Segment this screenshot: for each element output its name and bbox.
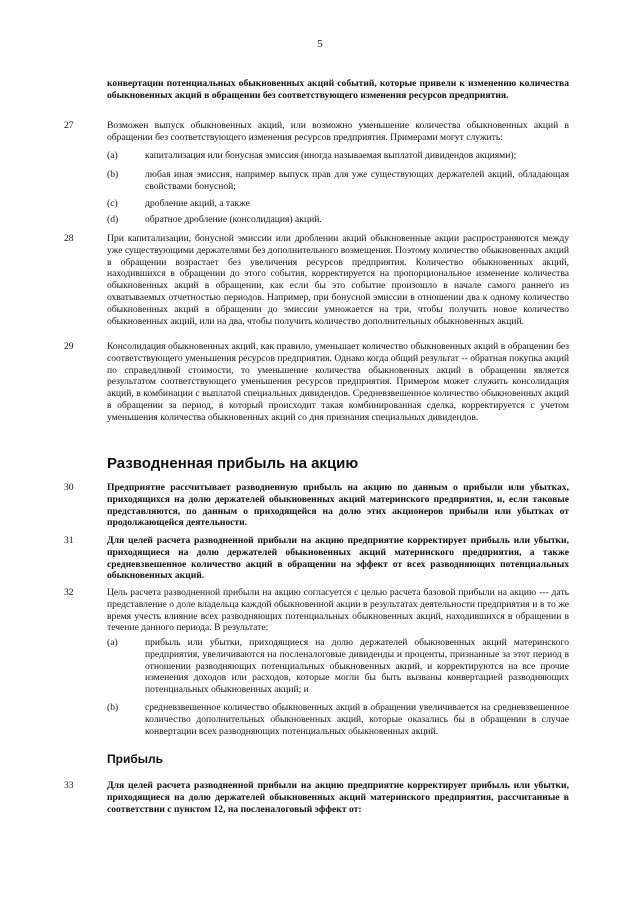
list-label-32a: (a) xyxy=(107,637,118,648)
paragraph-27: Возможен выпуск обыкновенных акций, или возможно уменьшение количества обыкновенных акций в обращении без соответствующего изменения ресурсов предприятия. Примерами могут служить: xyxy=(107,120,569,143)
intro-paragraph: конвертации потенциальных обыкновенных акций событий, которые привели к изменению количества обыкновенных акций в обращении без соответствующего изменения ресурсов предприятия. xyxy=(107,78,569,101)
section-heading-profit: Прибыль xyxy=(107,752,163,766)
page-number: 5 xyxy=(317,38,323,50)
paragraph-number-27: 27 xyxy=(64,120,74,131)
paragraph-number-29: 29 xyxy=(64,341,74,352)
list-item-32a: прибыль или убытки, приходящиеся на долю держателей обыкновенных акций материнского предприятия, увеличиваются на посленалоговые дивиденды и проценты, признанные за этот период в отношении разводняющих потенциальных обыкновенных акций, и корректируются на все прочие изменения доходов или расходов, которые могли бы быть вызваны конвертацией разводняющих потенциальных обыкновенных акций; и xyxy=(145,637,569,696)
list-item-27b: любая иная эмиссия, например выпуск прав для уже существующих держателей акций, обладающая свойствами бонусной; xyxy=(145,169,569,192)
section-heading-diluted-eps: Разводненная прибыль на акцию xyxy=(107,455,359,472)
list-item-27c: дробление акций, а также xyxy=(145,198,250,209)
list-label-27c: (c) xyxy=(107,198,118,209)
paragraph-number-28: 28 xyxy=(64,233,74,244)
paragraph-31: Для целей расчета разводненной прибыли на акцию предприятие корректирует прибыль или убытки, приходящиеся на долю держателей обыкновенных акций материнского предприятия, а также средневзвешенное количество акций в обращении на эффект от всех разводняющих потенциальных обыкновенных акций. xyxy=(107,535,569,582)
list-label-27b: (b) xyxy=(107,169,119,180)
paragraph-32: Цель расчета разводненной прибыли на акцию согласуется с целью расчета базовой прибыли на акцию --- дать представление о доле владельца каждой обыкновенной акции в результатах деятельности предприятия и в то же время учесть влияние всех разводняющих потенциальных обыкновенных акций, находившихся в обращении в течение данного периода. В результате: xyxy=(107,587,569,634)
paragraph-30: Предприятие рассчитывает разводненную прибыль на акцию по данным о прибыли или убытках, приходящихся на долю держателей обыкновенных акций материнского предприятия, и, если таковые представляются, по данным о приходящейся на долю этих акционеров прибыли или убытках от продолжающейся деятельности. xyxy=(107,482,569,529)
paragraph-number-32: 32 xyxy=(64,587,74,598)
paragraph-28: При капитализации, бонусной эмиссии или дроблении акций обыкновенные акции распространяются между уже существующими держателями без дополнительного возмещения. Поэтому количество обыкновенных акций в обращении возрастает без увеличения ресурсов предприятия. Количество обыкновенных акций, находившихся в обращении до этого события, корректируется на пропорциональное изменение количества обыкновенных акций в обращении, как если бы это событие произошло в начале самого раннего из охватываемых отчетностью периодов. Например, при бонусной эмиссии в отношении два к одному количество обыкновенных акций в обращении до эмиссии умножается на три, чтобы получить новое количество обыкновенных акций, или на два, чтобы получить количество дополнительных обыкновенных акций. xyxy=(107,233,569,327)
list-item-32b: средневзвешенное количество обыкновенных акций в обращении увеличивается на средневзвешенное количество дополнительных обыкновенных акций, которые оказались бы в обращении в случае конвертации всех разводняющих потенциальных обыкновенных акций. xyxy=(145,702,569,737)
list-item-27a: капитализация или бонусная эмиссия (иногда называемая выплатой дивидендов акциями); xyxy=(145,150,517,161)
list-item-27d: обратное дробление (консолидация) акций. xyxy=(145,214,322,225)
paragraph-number-33: 33 xyxy=(64,780,74,791)
paragraph-number-31: 31 xyxy=(64,535,74,546)
paragraph-29: Консолидация обыкновенных акций, как правило, уменьшает количество обыкновенных акций в обращении без соответствующего уменьшения ресурсов предприятия. Однако когда общий результат -- обратная покупка акций по справедливой стоимости, то уменьшение количества обыкновенных акций в обращении является результатом соответствующего уменьшения ресурсов предприятия. Примером может служить консолидация акций, в комбинации с выплатой специальных дивидендов. Средневзвешенное количество обыкновенных акций в обращении за период, в который происходит такая комбинированная сделка, корректируется с учетом уменьшения количества обыкновенных акций со дня признания специальных дивидендов. xyxy=(107,341,569,423)
list-label-32b: (b) xyxy=(107,702,119,713)
list-label-27a: (a) xyxy=(107,150,118,161)
list-label-27d: (d) xyxy=(107,214,119,225)
paragraph-33: Для целей расчета разводненной прибыли на акцию предприятие корректирует прибыль или убытки, приходящиеся на долю держателей обыкновенных акций материнского предприятия, рассчитанные в соответствии с пунктом 12, на посленалоговый эффект от: xyxy=(107,780,569,815)
paragraph-number-30: 30 xyxy=(64,482,74,493)
